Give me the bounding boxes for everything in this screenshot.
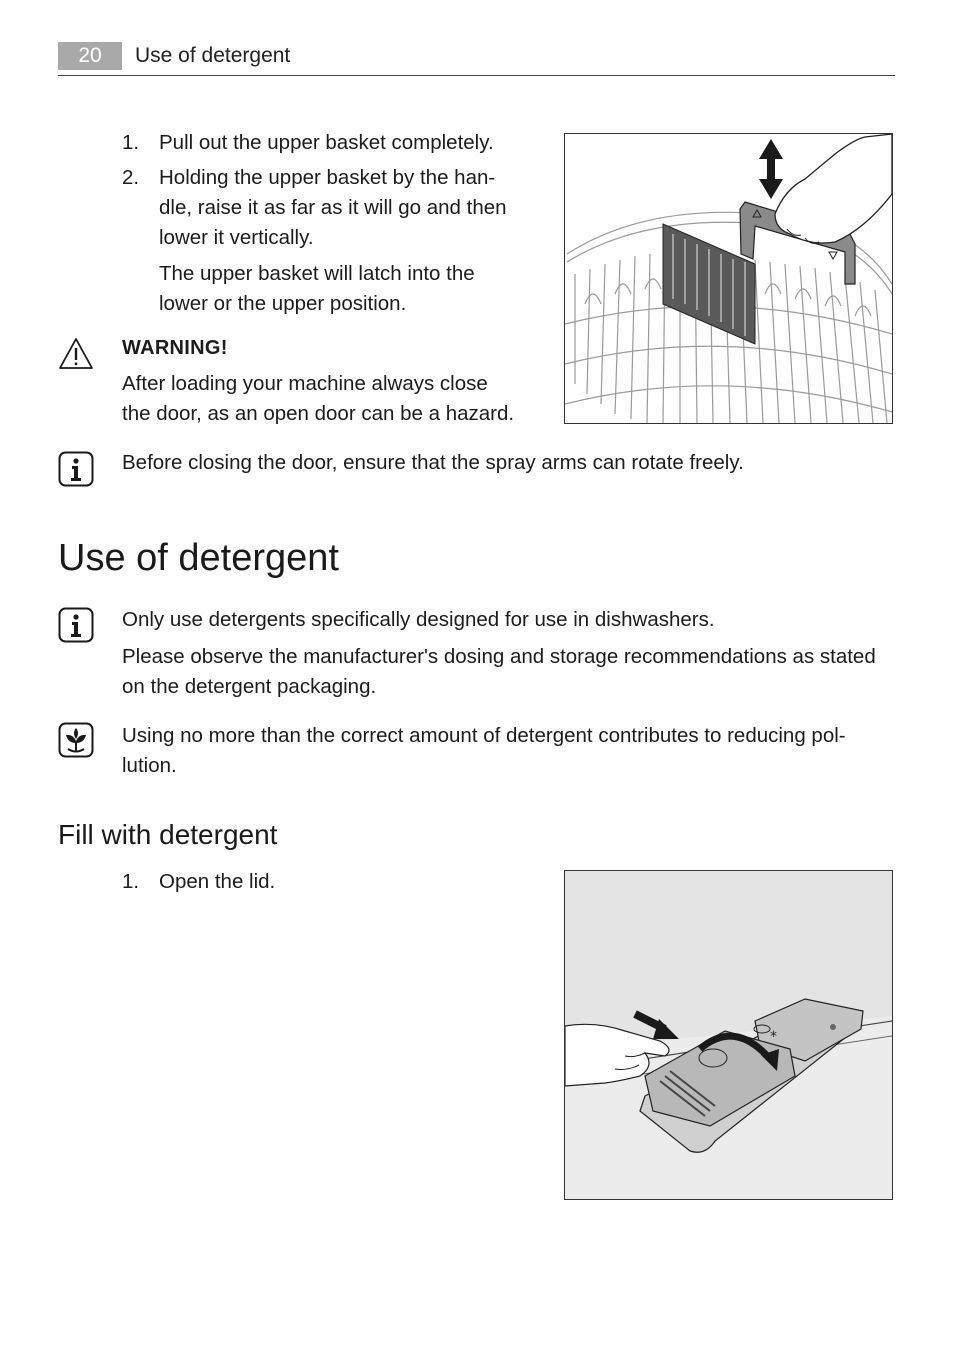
dosing-paragraph <box>122 642 902 702</box>
note-line: Using no more than the correct amount of detergent contributes to reducing pol- <box>122 724 846 747</box>
note-line: lower or the upper position. <box>159 292 407 315</box>
paragraph-line: Please observe the manufacturer's dosing and storage recommendations as stated <box>122 645 876 668</box>
warning-line: After loading your machine always close <box>122 372 488 395</box>
warning-line: the door, as an open door can be a hazard. <box>122 402 515 425</box>
info-icon <box>58 451 94 487</box>
info-icon <box>58 607 94 643</box>
header-divider <box>58 75 895 76</box>
step-text: Pull out the upper basket completely. <box>159 131 494 154</box>
list-item <box>122 128 542 158</box>
step-text-line: lower it vertically. <box>159 226 314 249</box>
section-title: Use of detergent <box>58 537 339 579</box>
step-text: Open the lid. <box>159 870 276 893</box>
svg-text:*: * <box>770 1029 777 1045</box>
upper-basket-illustration <box>564 133 893 424</box>
warning-triangle-icon <box>58 336 94 372</box>
list-item <box>122 867 502 897</box>
note-line: The upper basket will latch into the <box>159 262 475 285</box>
step-text-line: dle, raise it as far as it will go and then <box>159 196 507 219</box>
note-line: lution. <box>122 754 177 777</box>
basket-steps-list <box>122 128 542 318</box>
environment-note <box>122 721 902 781</box>
warning-text <box>122 369 542 429</box>
spray-arms-info-text: Before closing the door, ensure that the spray arms can rotate freely. <box>122 451 744 474</box>
page-number: 20 <box>58 42 122 70</box>
detergent-dispenser-illustration <box>564 870 893 1200</box>
warning-title: WARNING! <box>122 337 228 359</box>
basket-note <box>159 259 539 319</box>
detergent-info-text: Only use detergents specifically designed for use in dishwashers. <box>122 608 715 631</box>
step-number: 2. <box>122 166 140 189</box>
step-text-line: Holding the upper basket by the han- <box>159 166 496 189</box>
paragraph-line: on the detergent packaging. <box>122 675 377 698</box>
running-header-title: Use of detergent <box>135 44 291 67</box>
step-number: 1. <box>122 870 140 893</box>
environment-icon <box>58 722 94 758</box>
subsection-title: Fill with detergent <box>58 819 278 850</box>
list-item <box>122 163 542 253</box>
step-number: 1. <box>122 131 140 154</box>
